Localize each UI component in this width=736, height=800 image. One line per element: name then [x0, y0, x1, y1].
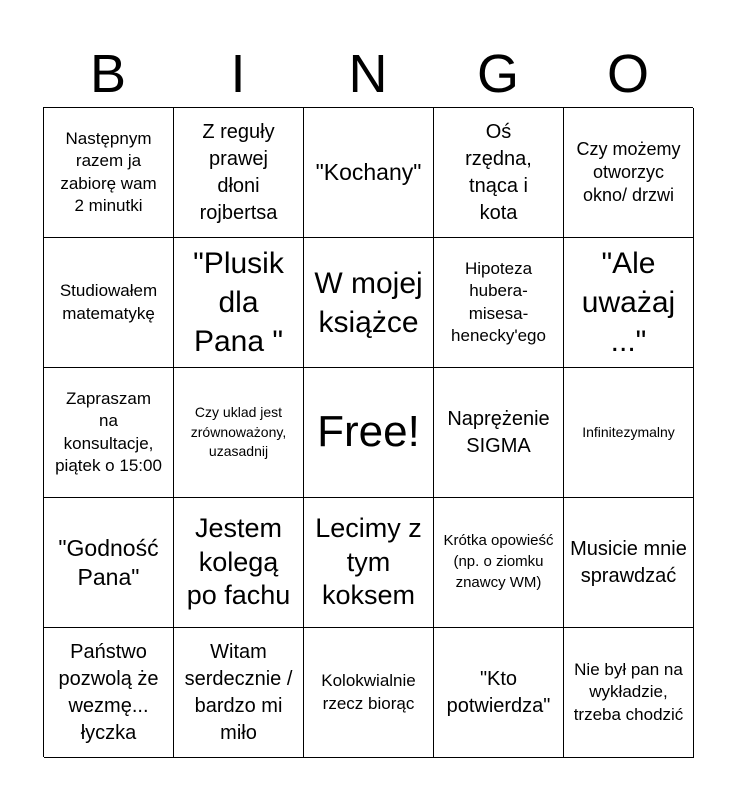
bingo-cell-r2-c4[interactable] [434, 238, 564, 368]
header-letter-i: I [230, 44, 246, 104]
cell-text: "Kto potwierdza" [446, 667, 551, 717]
bingo-cell-r4-c5[interactable] [564, 498, 694, 628]
bingo-cell-r4-c2[interactable] [174, 498, 304, 628]
header-letter-b: B [89, 44, 127, 104]
cell-text: Lecimy z tym koksem [315, 512, 422, 611]
cell-text: W mojej książce [314, 266, 423, 339]
bingo-cell-r3-c5[interactable] [564, 368, 694, 498]
cell-text: Czy uklad jest zrównoważony, uzasadnij [190, 404, 287, 460]
cell-text: Czy możemy otworzyc okno/ drzwi [576, 139, 681, 205]
cell-text: "Godność Pana" [58, 534, 159, 590]
bingo-grid [43, 107, 693, 757]
bingo-cell-r5-c4[interactable] [434, 628, 564, 758]
cell-text: Hipoteza hubera-misesa-henecky'ego [451, 259, 546, 345]
cell-text: Oś rzędna, tnąca i kota [465, 120, 532, 224]
cell-text: Jestem kolegą po fachu [186, 512, 291, 611]
bingo-cell-r2-c1[interactable] [44, 238, 174, 368]
bingo-cell-r2-c2[interactable] [174, 238, 304, 368]
cell-text: Free! [317, 407, 420, 457]
bingo-cell-r3-c3[interactable] [304, 368, 434, 498]
cell-text: Musicie mnie sprawdzać [570, 537, 687, 587]
cell-text: "Plusik dla Pana " [193, 247, 284, 358]
bingo-cell-r3-c4[interactable] [434, 368, 564, 498]
header-letter-o: O [606, 44, 649, 104]
cell-text: "Ale uważaj ..." [581, 247, 676, 358]
bingo-cell-r4-c4[interactable] [434, 498, 564, 628]
cell-text: Krótka opowieść (np. o ziomku znawcy WM) [443, 532, 554, 591]
bingo-cell-r4-c3[interactable] [304, 498, 434, 628]
cell-text: Kolokwialnie rzecz biorąc [321, 671, 416, 713]
bingo-cell-r1-c2[interactable] [174, 108, 304, 238]
bingo-cell-r1-c4[interactable] [434, 108, 564, 238]
cell-text: Z reguły prawej dłoni rojbertsa [199, 120, 278, 224]
bingo-header [43, 40, 693, 108]
cell-text: Następnym razem ja zabiorę wam 2 minutki [60, 129, 157, 215]
cell-text: Witam serdecznie / bardzo mi miło [184, 640, 293, 744]
cell-text: "Kochany" [315, 159, 422, 186]
header-letter-g: G [476, 44, 519, 104]
bingo-cell-r5-c3[interactable] [304, 628, 434, 758]
bingo-cell-r2-c5[interactable] [564, 238, 694, 368]
bingo-cell-r5-c1[interactable] [44, 628, 174, 758]
bingo-cell-r2-c3[interactable] [304, 238, 434, 368]
header-letter-n: N [348, 44, 388, 104]
cell-text: Zapraszam na konsultacje, piątek o 15:00 [55, 389, 162, 475]
bingo-cell-r5-c5[interactable] [564, 628, 694, 758]
bingo-cell-r3-c1[interactable] [44, 368, 174, 498]
cell-text: Studiowałem matematykę [59, 281, 158, 323]
bingo-cell-r1-c1[interactable] [44, 108, 174, 238]
cell-text: Infinitezymalny [582, 423, 675, 440]
cell-text: Państwo pozwolą że wezmę... łyczka [58, 640, 159, 744]
bingo-cell-r4-c1[interactable] [44, 498, 174, 628]
bingo-cell-r3-c2[interactable] [174, 368, 304, 498]
bingo-cell-r1-c5[interactable] [564, 108, 694, 238]
cell-text: Nie był pan na wykładzie, trzeba chodzić [573, 660, 684, 724]
cell-text: Naprężenie SIGMA [447, 407, 550, 457]
bingo-cell-r1-c3[interactable] [304, 108, 434, 238]
bingo-cell-r5-c2[interactable] [174, 628, 304, 758]
